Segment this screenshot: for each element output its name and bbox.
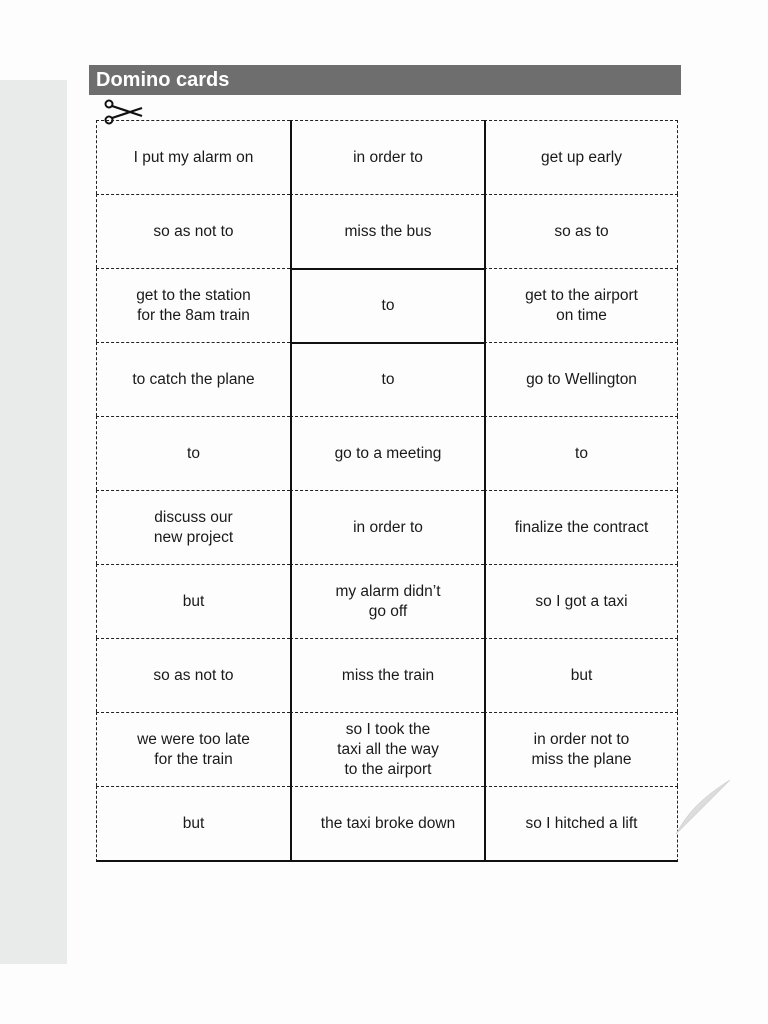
domino-card: my alarm didn’t go off	[290, 564, 484, 638]
domino-card: but	[96, 786, 290, 862]
domino-card: so as not to	[96, 638, 290, 712]
domino-card: to catch the plane	[96, 342, 290, 416]
domino-card: to	[96, 416, 290, 490]
domino-card: in order not to miss the plane	[484, 712, 678, 786]
domino-card-grid	[96, 120, 678, 862]
page-title: Domino cards	[96, 69, 230, 91]
domino-card: to	[290, 268, 484, 342]
section-header	[89, 65, 681, 95]
domino-card: miss the bus	[290, 194, 484, 268]
domino-card: but	[484, 638, 678, 712]
domino-card: to	[290, 342, 484, 416]
domino-card: get to the airport on time	[484, 268, 678, 342]
domino-card: so I got a taxi	[484, 564, 678, 638]
domino-card: I put my alarm on	[96, 120, 290, 194]
left-margin-strip	[0, 80, 67, 964]
domino-card: finalize the contract	[484, 490, 678, 564]
domino-card: but	[96, 564, 290, 638]
domino-card: go to Wellington	[484, 342, 678, 416]
domino-card: so as to	[484, 194, 678, 268]
domino-card: in order to	[290, 490, 484, 564]
domino-card: in order to	[290, 120, 484, 194]
domino-card: get up early	[484, 120, 678, 194]
domino-card: we were too late for the train	[96, 712, 290, 786]
page-curl-icon	[668, 778, 734, 838]
domino-card: get to the station for the 8am train	[96, 268, 290, 342]
domino-card: the taxi broke down	[290, 786, 484, 862]
domino-card: to	[484, 416, 678, 490]
domino-card: so as not to	[96, 194, 290, 268]
domino-card: go to a meeting	[290, 416, 484, 490]
domino-card: so I took the taxi all the way to the airport	[290, 712, 484, 786]
domino-card: miss the train	[290, 638, 484, 712]
domino-card: so I hitched a lift	[484, 786, 678, 862]
domino-card: discuss our new project	[96, 490, 290, 564]
